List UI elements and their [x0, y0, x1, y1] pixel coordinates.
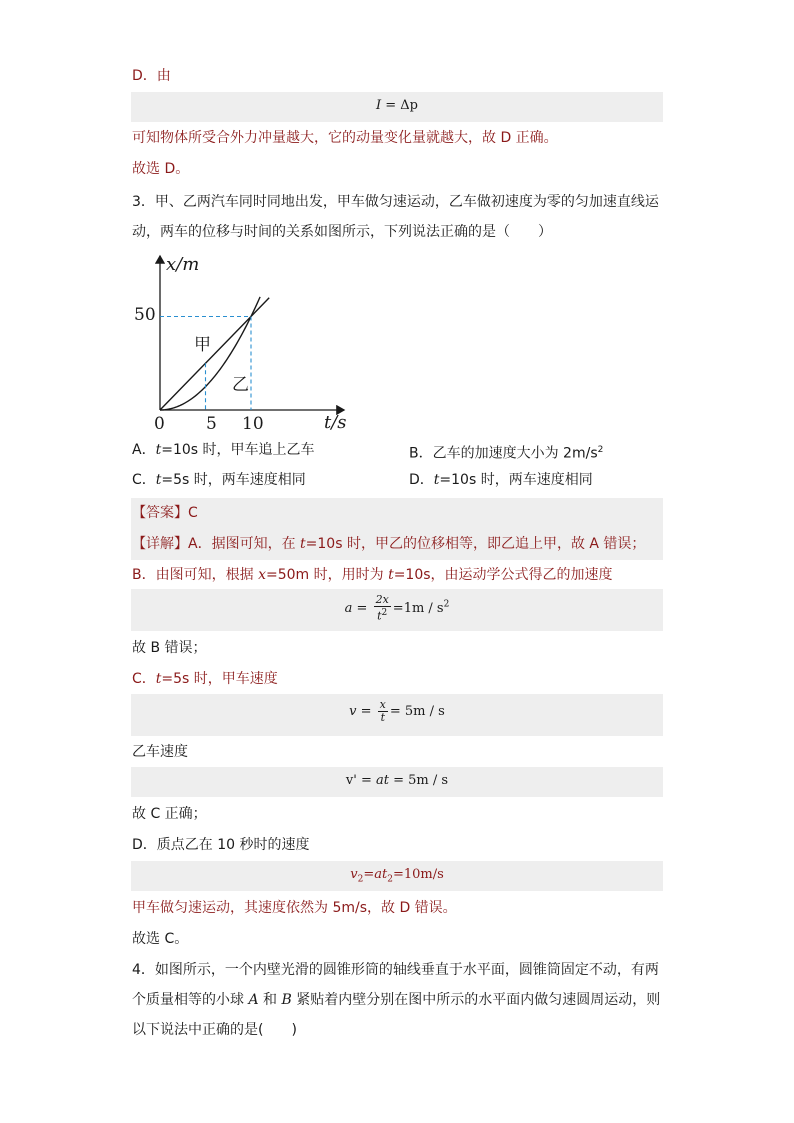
option-d-text: =10s 时，两车速度相同 [439, 472, 593, 488]
formula-impulse-lhs: I [375, 98, 382, 113]
accel-lhs: a [344, 600, 353, 616]
answer-value: C [188, 505, 198, 521]
option-a-text: =10s 时，甲车追上乙车 [161, 442, 315, 458]
q4-line2-b: 和 [258, 992, 282, 1008]
accel-fraction [374, 594, 391, 623]
option-c-label: C． [132, 472, 156, 488]
part-d-prefix: D．由 [132, 68, 171, 84]
detail-b-text3: =10s，由运动学公式得乙的加速度 [393, 567, 613, 583]
series-jia-line [160, 298, 269, 410]
y-axis-label: x/m [166, 254, 200, 275]
vprime-var: at [376, 773, 389, 788]
xt-graph [132, 252, 352, 432]
detail-b-line [132, 565, 613, 585]
v-lhs: v [349, 704, 357, 719]
detail-b-conclusion: 故 B 错误； [132, 640, 207, 656]
v2-at: at [374, 867, 388, 882]
formula-band-accel [131, 589, 663, 631]
v2-sub3: 2 [387, 874, 393, 885]
detail-c-yi-speed: 乙车速度 [132, 744, 188, 760]
q3-stem-line1: 3．甲、乙两汽车同时同地出发，甲车做匀速运动，乙车做初速度为零的匀加速直线运 [132, 194, 659, 210]
formula-impulse-eq: = [381, 98, 401, 113]
label-yi: 乙 [232, 375, 249, 395]
detail-tag: 【详解】 [132, 536, 188, 552]
detail-c-text1: C． [132, 671, 156, 687]
v2-sub: 2 [357, 874, 364, 885]
detail-a-var: t [300, 536, 306, 552]
part-d-text: 可知物体所受合外力冲量越大，它的动量变化量就越大，故 D 正确。 [132, 130, 558, 146]
detail-c-line [132, 669, 278, 689]
detail-d-line: D．质点乙在 10 秒时的速度 [132, 837, 310, 853]
v-den: t [380, 711, 385, 724]
answer-line [132, 503, 198, 523]
x-tick-10: 10 [242, 414, 264, 432]
q3-option-b[interactable] [409, 440, 603, 464]
x-tick-5: 5 [206, 414, 217, 432]
option-c-var: t [155, 472, 162, 488]
part-d-choose: 故选 D。 [132, 161, 190, 177]
x-tick-0: 0 [154, 414, 165, 432]
label-jia: 甲 [194, 335, 211, 355]
accel-rhs-sup: 2 [443, 599, 450, 610]
formula-impulse-rhs: Δp [400, 98, 419, 113]
option-b-sup: 2 [597, 445, 604, 455]
v-num: x [379, 698, 386, 711]
option-d-var: t [433, 472, 440, 488]
option-b-label: B．乙车的加速度大小为 2m/s [409, 445, 598, 462]
q4-line2-a: 个质量相等的小球 [132, 992, 249, 1008]
formula-accel: a = $\frac{2x}{t^2}$ $=1m / s^2$ [344, 593, 450, 623]
detail-a-text2: =10s 时，甲乙的位移相等，即乙追上甲，故 A 错误； [305, 536, 646, 552]
accel-num: 2x [375, 593, 389, 606]
v2-eq: = [363, 867, 375, 882]
answer-tag: 【答案】 [132, 505, 188, 521]
formula-vprime [131, 773, 663, 788]
detail-c-var: t [155, 671, 162, 687]
option-c-text: =5s 时，两车速度相同 [161, 472, 306, 488]
accel-rhs: =1m / s [392, 600, 444, 616]
q4-line1: 4．如图所示，一个内壁光滑的圆锥形筒的轴线垂直于水平面，圆锥筒固定不动，有两 [132, 962, 659, 978]
formula-band-impulse [131, 92, 663, 122]
formula-band-v [131, 694, 663, 736]
v-fraction [378, 699, 388, 724]
q4-line3: 以下说法中正确的是( ) [132, 1022, 297, 1038]
q3-option-c[interactable] [132, 470, 306, 490]
option-a-label: A． [132, 442, 156, 458]
formula-impulse [131, 98, 663, 113]
q4-var-a: A [248, 992, 259, 1008]
formula-band-vprime [131, 767, 663, 797]
option-d-label: D． [409, 472, 434, 488]
detail-choose: 故选 C。 [132, 931, 189, 947]
detail-c-text2: =5s 时，甲车速度 [161, 671, 278, 687]
v2-rhs: =10m/s [392, 867, 444, 882]
detail-d-conclusion: 甲车做匀速运动，其速度依然为 5m/s，故 D 错误。 [132, 900, 457, 916]
accel-den: t [377, 609, 382, 623]
formula-v: v = $\frac{x}{t}$ = 5m / s [349, 698, 445, 724]
vprime-rhs: = 5m / s [388, 773, 449, 788]
detail-c-conclusion: 故 C 正确； [132, 806, 207, 822]
q4-var-b: B [281, 992, 292, 1008]
x-axis-label: t/s [324, 412, 347, 432]
accel-den-sup: 2 [381, 608, 388, 618]
v2-var: v [350, 867, 358, 882]
q3-option-a[interactable] [132, 440, 315, 460]
q4-line2 [132, 990, 660, 1010]
detail-b-var-x: x [258, 567, 266, 583]
detail-a-line [132, 534, 645, 554]
y-tick-50: 50 [134, 305, 156, 325]
q3-option-d[interactable] [409, 470, 593, 490]
option-a-var: t [155, 442, 162, 458]
q3-stem-line2: 动，两车的位移与时间的关系如图所示，下列说法正确的是（ ） [132, 224, 552, 240]
q4-line2-c: 紧贴着内壁分别在图中所示的水平面内做匀速圆周运动，则 [291, 992, 661, 1008]
detail-b-text1: B．由图可知，根据 [132, 567, 259, 583]
detail-b-text2: =50m 时，用时为 [265, 567, 389, 583]
detail-b-var-t: t [388, 567, 394, 583]
detail-a-text1: A．据图可知，在 [188, 536, 301, 552]
v-rhs: = 5m / s [389, 704, 445, 719]
formula-band-v2 [131, 861, 663, 891]
vprime-lhs: v' = [345, 773, 376, 788]
formula-v2 [131, 867, 663, 885]
